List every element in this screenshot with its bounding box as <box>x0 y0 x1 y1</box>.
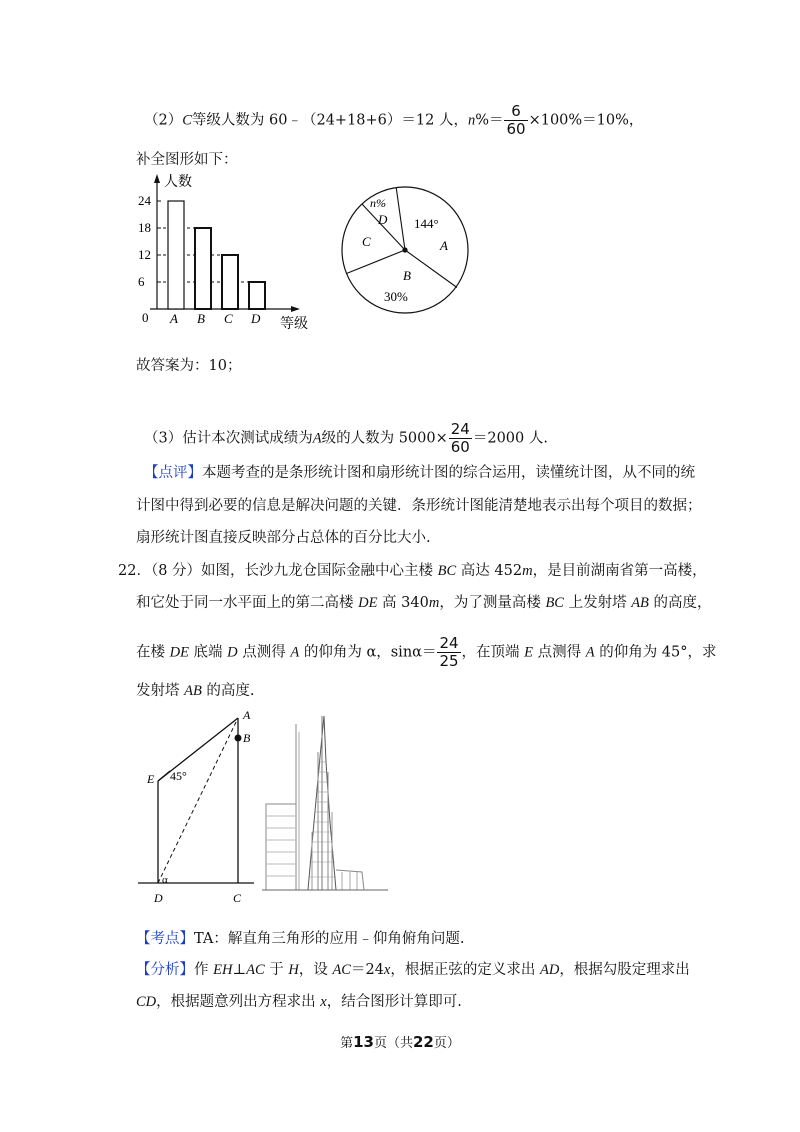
unit-m: m <box>428 595 440 611</box>
point-b <box>235 735 242 742</box>
q22-line-4 <box>136 681 255 701</box>
var-a: A <box>290 644 300 661</box>
page-footer <box>0 1032 800 1054</box>
total-pages: 22 <box>413 1033 434 1051</box>
q22-line-3 <box>136 635 717 670</box>
q22-text: 点测得 <box>533 644 586 661</box>
pie-label-n: n% <box>370 196 386 210</box>
tower-photo <box>262 712 392 896</box>
q22-text: ，在顶端 <box>461 644 525 661</box>
fraction-6-60: $\frac{6}{60}$ <box>506 102 526 138</box>
q22-text: 高 340 <box>377 595 429 611</box>
y-tick-label: 6 <box>138 274 145 289</box>
q22-text: 高达 452 <box>456 563 523 579</box>
geometry-diagram <box>130 705 270 910</box>
pie-center <box>402 247 407 252</box>
fenxi-text: 于 <box>264 962 289 978</box>
var-n: n <box>467 112 476 129</box>
kaodian-line <box>136 929 464 949</box>
var-ab: AB <box>184 683 202 699</box>
y-tick-label: 12 <box>138 247 151 262</box>
part3-text1: 级的人数为 5000× <box>321 430 448 447</box>
pie-chart <box>340 180 480 320</box>
part3-line <box>144 421 548 456</box>
q22-text: ，是目前湖南省第一高楼， <box>532 563 707 579</box>
horizontal-hint <box>158 771 170 781</box>
bar-d <box>249 282 265 309</box>
q22-text: （8 分）如图，长沙九龙仓国际金融中心主楼 <box>150 563 438 579</box>
tower-edge-right <box>324 716 336 890</box>
x-axis-arrow <box>291 306 300 312</box>
category-label-d: D <box>251 311 261 326</box>
pie-label-b: B <box>403 268 411 283</box>
part2-label: （2） <box>144 112 183 129</box>
fenxi-text: ，根据勾股定理求出 <box>559 962 690 978</box>
review-line-1 <box>144 463 695 483</box>
y-tick-label: 18 <box>138 220 151 235</box>
q22-text: 点测得 <box>237 644 291 661</box>
part2-line <box>144 103 643 138</box>
fenxi-text: ＝24 <box>350 962 384 978</box>
perp-symbol: ⊥ <box>232 962 247 978</box>
pie-label-30: 30% <box>384 289 408 304</box>
pie-label-a: A <box>440 238 448 253</box>
q22-line-2 <box>136 593 712 613</box>
low-building <box>266 804 296 890</box>
var-a: A <box>312 430 322 447</box>
bar-a <box>168 201 184 309</box>
var-d: D <box>227 644 238 661</box>
fenxi-line-2 <box>136 992 462 1012</box>
pie-label-c: C <box>362 234 371 249</box>
part3-text2: ＝2000 人. <box>472 430 548 447</box>
category-label-c: C <box>224 311 233 326</box>
footer-text: 第 <box>340 1036 354 1051</box>
kaodian-tag: 【考点】 <box>136 931 194 947</box>
origin-label: 0 <box>142 310 149 325</box>
fenxi-tag: 【分析】 <box>136 962 194 978</box>
category-label-b: B <box>197 311 205 326</box>
fenxi-text: 作 <box>194 962 214 978</box>
q22-text: 上发射塔 <box>563 595 632 611</box>
review-line-2: 计图中得到必要的信息是解决问题的关键．条形统计图能清楚地表示出每个项目的数据； <box>136 498 702 514</box>
var-h: H <box>288 962 299 978</box>
review-tag: 【点评】 <box>144 465 202 481</box>
fraction-24-25: $\frac{24}{25}$ <box>439 634 459 670</box>
var-de: DE <box>169 644 189 661</box>
complete-text: 补全图形如下： <box>136 152 238 168</box>
q22-text: 的仰角为 α，sinα＝ <box>299 644 437 661</box>
var-a: A <box>585 644 595 661</box>
var-ac: AC <box>332 962 351 978</box>
fenxi-text: ，根据正弦的定义求出 <box>390 962 540 978</box>
unit-m: m <box>522 563 533 579</box>
radius-b-c <box>347 250 406 274</box>
fraction-24-60: $\frac{24}{60}$ <box>450 420 470 456</box>
var-de: DE <box>358 595 378 611</box>
y-axis-label: 人数 <box>164 175 192 190</box>
radius-d-a <box>396 188 405 250</box>
q22-number: 22． <box>118 563 151 579</box>
bar-c <box>222 255 238 309</box>
label-alpha: α <box>162 874 168 886</box>
label-c: C <box>233 891 242 905</box>
footer-text: 页（共 <box>373 1036 413 1051</box>
label-e: E <box>147 772 155 786</box>
q22-line-1 <box>118 561 707 581</box>
part2-text3: ×100%＝10%， <box>528 112 644 129</box>
q22-text: 的高度. <box>201 683 255 699</box>
part3-label: （3）估计本次测试成绩为 <box>144 430 313 447</box>
q22-text: 发射塔 <box>136 683 185 699</box>
y-tick-label: 24 <box>138 193 151 208</box>
review-line-3: 扇形统计图直接反映部分占总体的百分比大小. <box>136 530 431 546</box>
pie-label-144: 144° <box>414 216 439 231</box>
q22-text: ，为了测量高楼 <box>439 595 546 611</box>
part2-text2: %＝ <box>475 112 504 129</box>
var-bc: BC <box>545 595 564 611</box>
var-cd: CD <box>136 994 157 1010</box>
bar-chart <box>130 170 320 335</box>
var-x: x <box>320 994 327 1010</box>
radius-a-b <box>405 250 457 288</box>
fenxi-text: ，设 <box>298 962 333 978</box>
q22-text: 的高度， <box>648 595 712 611</box>
var-bc: BC <box>437 563 457 579</box>
label-45: 45° <box>170 769 187 783</box>
bars <box>168 201 265 309</box>
var-c: C <box>182 112 192 129</box>
x-axis-label: 等级 <box>280 317 308 332</box>
line-da-dashed <box>158 718 238 883</box>
fenxi-text: ，根据题意列出方程求出 <box>156 994 321 1010</box>
bar-b <box>195 228 211 309</box>
y-axis-arrow <box>154 174 160 183</box>
review-text-1: 本题考查的是条形统计图和扇形统计图的综合运用，读懂统计图，从不同的统 <box>202 465 695 481</box>
page-number: 13 <box>353 1033 374 1051</box>
label-d: D <box>154 891 163 905</box>
var-ab: AB <box>631 595 649 611</box>
var-ac: AC <box>246 962 265 978</box>
label-a: A <box>243 708 251 722</box>
q22-text: 在楼 <box>136 644 170 661</box>
fenxi-text: ，结合图形计算即可. <box>326 994 462 1010</box>
fenxi-line-1 <box>136 960 690 980</box>
part2-text1: 等级人数为 60﹣（24+18+6）＝12 人， <box>191 112 468 129</box>
var-e: E <box>524 644 534 661</box>
q22-text: 底端 <box>188 644 228 661</box>
footer-text: 页） <box>433 1036 460 1051</box>
kaodian-text: TA：解直角三角形的应用﹣仰角俯角问题. <box>194 931 465 947</box>
answer-line: 故答案为：10； <box>136 358 242 374</box>
var-ad: AD <box>539 962 560 978</box>
pie-label-d: D <box>378 212 388 227</box>
q22-text: 和它处于同一水平面上的第二高楼 <box>136 595 359 611</box>
category-label-a: A <box>170 311 178 326</box>
category-labels <box>169 311 261 326</box>
var-x: x <box>383 962 391 978</box>
var-eh: EH <box>213 962 233 978</box>
q22-text: 的仰角为 45°，求 <box>594 644 717 661</box>
label-b: B <box>243 731 251 745</box>
